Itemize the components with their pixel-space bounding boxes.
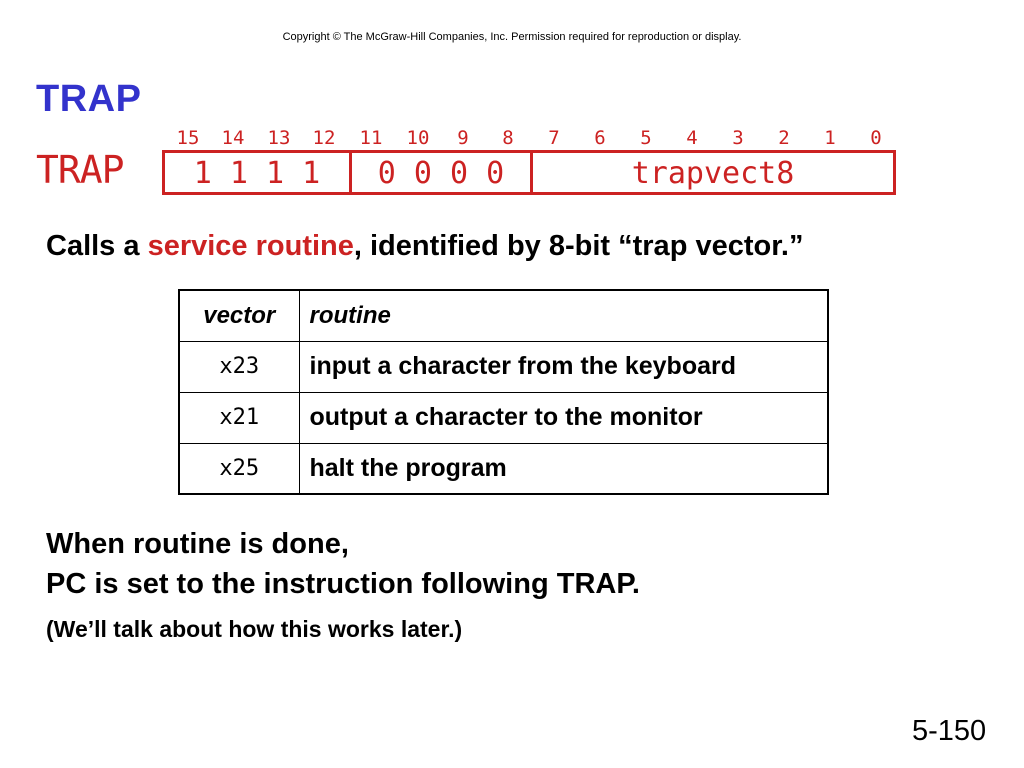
bit-number: 14 [221,127,245,149]
header-vector: vector [179,290,299,341]
bit-number: 9 [457,127,469,149]
trap-vector-table [178,289,829,495]
service-routine-highlight: service routine [147,230,354,262]
table-row [179,341,828,392]
vector-cell: x25 [179,443,299,494]
description-text [46,230,803,263]
routine-cell: output a character to the monitor [299,392,828,443]
header-routine: routine [299,290,828,341]
table-row [179,392,828,443]
vector-cell: x23 [179,341,299,392]
table-row [179,443,828,494]
bit-number: 2 [778,127,790,149]
completion-line-1: When routine is done, [46,528,349,560]
bit-number: 0 [870,127,882,149]
bit-number: 6 [594,127,606,149]
bit-number: 11 [359,127,383,149]
routine-cell: input a character from the keyboard [299,341,828,392]
bit-number: 15 [176,127,200,149]
bit-number: 1 [824,127,836,149]
bit-number: 5 [640,127,652,149]
bit-number: 8 [502,127,514,149]
copyright-notice: Copyright © The McGraw-Hill Companies, Inc. Permission required for reproduction or display. [282,31,742,43]
later-note: (We’ll talk about how this works later.) [46,616,463,642]
zero-field: 0 0 0 0 [377,156,505,191]
table-header-row [179,290,828,341]
description-after: , identified by 8-bit “trap vector.” [353,230,804,262]
instruction-encoding-box [162,150,896,195]
page-number: 5-150 [912,715,987,747]
bit-number: 4 [686,127,698,149]
bit-number: 12 [312,127,336,149]
instruction-name: TRAP [36,148,124,192]
vector-cell: x21 [179,392,299,443]
completion-line-2: PC is set to the instruction following TRAP. [46,568,640,600]
bit-number: 3 [732,127,744,149]
trapvect8-field: trapvect8 [631,156,795,191]
bit-number: 7 [548,127,560,149]
description-before: Calls a [46,230,148,262]
slide-title: TRAP [36,78,142,120]
bit-number: 13 [267,127,291,149]
routine-cell: halt the program [299,443,828,494]
opcode-field: 1 1 1 1 [193,156,321,191]
bit-number: 10 [406,127,430,149]
